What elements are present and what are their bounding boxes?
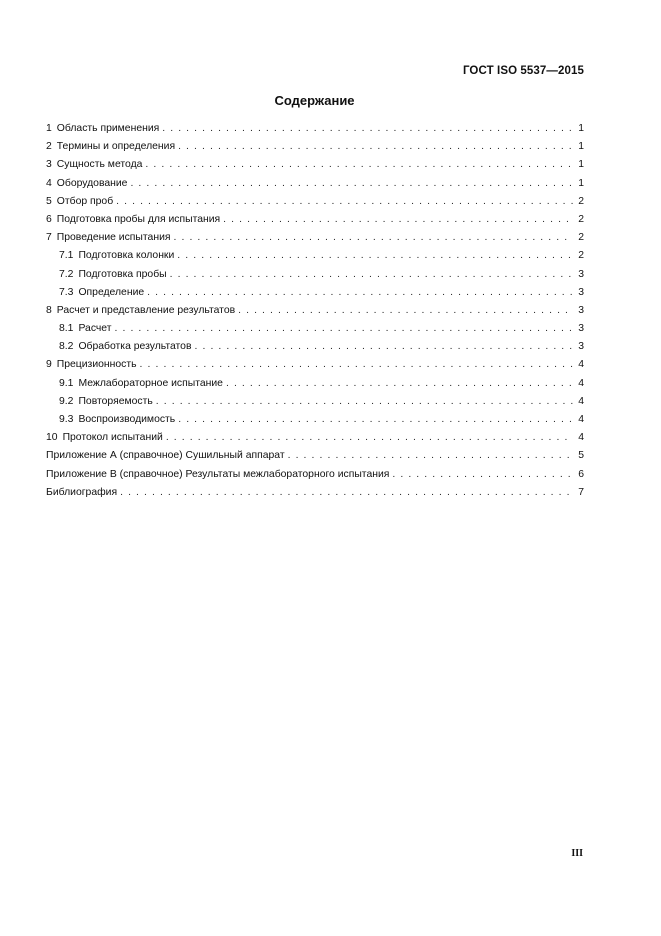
toc-entry-number: 7.3 bbox=[59, 286, 74, 298]
toc-entry-page: 2 bbox=[578, 232, 584, 244]
toc-entry[interactable] bbox=[46, 356, 584, 374]
toc-entry-page: 2 bbox=[578, 213, 584, 225]
toc-leader-dots bbox=[288, 447, 573, 465]
toc-entry-page: 4 bbox=[578, 377, 584, 389]
toc-entry[interactable] bbox=[46, 466, 584, 484]
toc-entry-number: 5 bbox=[46, 195, 52, 207]
toc-entry-number: 7 bbox=[46, 232, 52, 244]
table-of-contents bbox=[46, 120, 584, 502]
toc-entry[interactable] bbox=[46, 175, 584, 193]
toc-leader-dots bbox=[178, 138, 573, 156]
toc-entry-number: 9.2 bbox=[59, 395, 74, 407]
toc-entry-page: 1 bbox=[578, 177, 584, 189]
toc-entry-number: 3 bbox=[46, 159, 52, 171]
toc-entry-label: Определение bbox=[78, 286, 145, 298]
toc-leader-dots bbox=[392, 466, 573, 484]
toc-leader-dots bbox=[115, 320, 573, 338]
toc-entry-number: 9.1 bbox=[59, 377, 74, 389]
page-number: III bbox=[571, 848, 583, 859]
toc-entry[interactable] bbox=[46, 229, 584, 247]
toc-entry-number: 4 bbox=[46, 177, 52, 189]
toc-entry-number: 10 bbox=[46, 432, 58, 444]
toc-entry-page: 4 bbox=[578, 359, 584, 371]
toc-entry-label: Подготовка пробы для испытания bbox=[56, 213, 221, 225]
document-code: ГОСТ ISO 5537—2015 bbox=[462, 65, 584, 77]
toc-entry-page: 1 bbox=[578, 141, 584, 153]
toc-entry-label: Приложение В (справочное) Результаты межлабораторного испытания bbox=[46, 468, 390, 480]
toc-entry[interactable] bbox=[46, 484, 584, 502]
toc-leader-dots bbox=[145, 156, 573, 174]
toc-entry-number: 9.3 bbox=[59, 414, 74, 425]
toc-leader-dots bbox=[226, 375, 573, 393]
toc-entry-page: 3 bbox=[578, 268, 584, 280]
toc-entry-label: Область применения bbox=[56, 123, 160, 134]
toc-leader-dots bbox=[166, 429, 573, 447]
toc-entry-page: 3 bbox=[578, 341, 584, 353]
toc-entry[interactable] bbox=[46, 393, 584, 411]
toc-entry[interactable] bbox=[46, 429, 584, 447]
toc-entry-page: 1 bbox=[578, 159, 584, 171]
toc-entry-label: Расчет и представление результатов bbox=[56, 304, 236, 316]
toc-entry[interactable] bbox=[46, 411, 584, 429]
toc-entry-number: 2 bbox=[46, 141, 52, 153]
toc-entry[interactable] bbox=[46, 302, 584, 320]
toc-entry-number: 7.2 bbox=[59, 268, 74, 280]
toc-entry-label: Протокол испытаний bbox=[62, 432, 163, 444]
toc-leader-dots bbox=[238, 302, 573, 320]
toc-entry-number: 8 bbox=[46, 304, 52, 316]
toc-entry-page: 3 bbox=[578, 323, 584, 335]
toc-entry[interactable] bbox=[46, 211, 584, 229]
toc-entry-page: 2 bbox=[578, 195, 584, 207]
toc-entry-label: Библиография bbox=[46, 486, 118, 498]
toc-entry-label: Сущность метода bbox=[56, 159, 143, 171]
toc-entry-label: Расчет bbox=[78, 323, 112, 335]
toc-entry-label: Приложение А (справочное) Сушильный аппарат bbox=[46, 450, 285, 462]
toc-entry-number: 8.1 bbox=[59, 323, 74, 335]
toc-entry-number: 9 bbox=[46, 359, 52, 371]
toc-entry-label: Оборудование bbox=[56, 177, 128, 189]
toc-entry-page: 4 bbox=[578, 395, 584, 407]
toc-entry-label: Обработка результатов bbox=[78, 341, 192, 353]
toc-entry-label: Подготовка пробы bbox=[78, 268, 167, 280]
toc-entry-number: 6 bbox=[46, 213, 52, 225]
toc-entry[interactable] bbox=[46, 193, 584, 211]
toc-entry-page: 3 bbox=[578, 286, 584, 298]
toc-entry-number: 7.1 bbox=[59, 250, 74, 262]
toc-leader-dots bbox=[177, 247, 573, 265]
toc-entry[interactable] bbox=[46, 266, 584, 284]
toc-entry[interactable] bbox=[46, 120, 584, 138]
toc-leader-dots bbox=[156, 393, 573, 411]
toc-entry-page: 4 bbox=[578, 432, 584, 444]
toc-entry-label: Проведение испытания bbox=[56, 232, 171, 244]
toc-leader-dots bbox=[120, 484, 573, 502]
toc-leader-dots bbox=[223, 211, 573, 229]
toc-entry[interactable] bbox=[46, 447, 584, 465]
toc-leader-dots bbox=[147, 284, 573, 302]
toc-entry[interactable] bbox=[46, 156, 584, 174]
toc-entry-label: Межлабораторное испытание bbox=[78, 377, 223, 389]
toc-leader-dots bbox=[195, 338, 574, 356]
toc-entry-label: Воспроизводимость bbox=[78, 414, 176, 425]
toc-entry-page: 3 bbox=[578, 304, 584, 316]
toc-entry[interactable] bbox=[46, 338, 584, 356]
toc-leader-dots bbox=[170, 266, 573, 284]
toc-entry[interactable] bbox=[46, 320, 584, 338]
toc-entry-number: 8.2 bbox=[59, 341, 74, 353]
toc-leader-dots bbox=[130, 175, 573, 193]
toc-leader-dots bbox=[140, 356, 573, 374]
toc-leader-dots bbox=[162, 120, 573, 138]
toc-entry-page: 2 bbox=[578, 250, 584, 262]
toc-leader-dots bbox=[178, 411, 573, 429]
toc-entry-page: 7 bbox=[578, 486, 584, 498]
toc-title: Содержание bbox=[274, 93, 355, 108]
toc-entry[interactable] bbox=[46, 138, 584, 156]
toc-entry-label: Подготовка колонки bbox=[78, 250, 175, 262]
toc-entry[interactable] bbox=[46, 284, 584, 302]
toc-entry-number: 1 bbox=[46, 123, 52, 134]
toc-entry[interactable] bbox=[46, 375, 584, 393]
toc-entry-page: 4 bbox=[578, 414, 584, 425]
toc-entry-label: Прецизионность bbox=[56, 359, 137, 371]
toc-entry-page: 1 bbox=[578, 123, 584, 134]
toc-leader-dots bbox=[116, 193, 573, 211]
toc-entry-label: Термины и определения bbox=[56, 141, 176, 153]
toc-entry-label: Повторяемость bbox=[78, 395, 153, 407]
toc-leader-dots bbox=[174, 229, 574, 247]
toc-entry[interactable] bbox=[46, 247, 584, 265]
toc-entry-page: 5 bbox=[578, 450, 584, 462]
toc-entry-label: Отбор проб bbox=[56, 195, 114, 207]
toc-entry-page: 6 bbox=[578, 468, 584, 480]
